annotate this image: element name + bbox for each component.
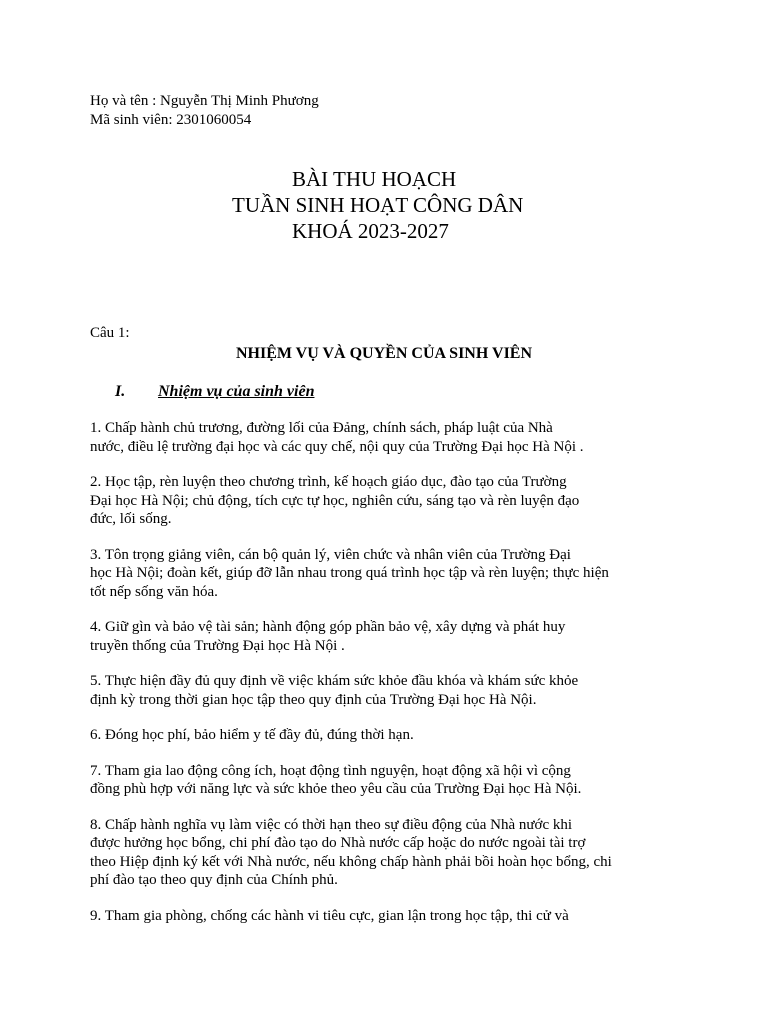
duty-item-line: tốt nếp sống văn hóa. — [90, 583, 218, 600]
duty-item — [90, 816, 620, 890]
document-title — [228, 166, 523, 244]
question-label: Câu 1: — [90, 325, 130, 341]
subheading-number: I. — [115, 383, 126, 400]
section-title: NHIỆM VỤ VÀ QUYỀN CỦA SINH VIÊN — [235, 345, 533, 362]
duty-list — [90, 419, 620, 942]
duty-item-line: 2. Học tập, rèn luyện theo chương trình, kế hoạch giáo dục, đào tạo của Trường — [90, 474, 567, 490]
subheading-text: Nhiệm vụ của sinh viên — [158, 383, 315, 400]
duty-item-line: 5. Thực hiện đầy đủ quy định về việc khám sức khỏe đầu khóa và khám sức khỏe — [90, 673, 579, 689]
duty-item-line: 9. Tham gia phòng, chống các hành vi tiêu cực, gian lận trong học tập, thi cử và — [90, 907, 569, 924]
title-line-3: KHOÁ 2023-2027 — [292, 219, 449, 243]
duty-item-line: đức, lối sống. — [90, 511, 172, 527]
subheading — [115, 381, 314, 403]
title-line-2: TUẦN SINH HOẠT CÔNG DÂN — [232, 193, 524, 217]
duty-item — [90, 473, 620, 529]
duty-item — [90, 546, 620, 602]
duty-item-line: theo Hiệp định ký kết với Nhà nước, nếu không chấp hành phải bồi hoàn học bổng, chi — [90, 853, 612, 870]
duty-item-line: 1. Chấp hành chủ trương, đường lối của Đảng, chính sách, pháp luật của Nhà — [90, 420, 553, 436]
duty-item-line: 7. Tham gia lao động công ích, hoạt động tình nguyện, hoạt động xã hội vì cộng — [90, 762, 571, 779]
duty-item-line: phí đào tạo theo quy định của Chính phủ. — [90, 872, 338, 888]
duty-item — [90, 419, 620, 456]
duty-item — [90, 726, 620, 745]
duty-item-line: nước, điều lệ trường đại học và các quy chế, nội quy của Trường Đại học Hà Nội . — [90, 438, 584, 455]
duty-item-line: 6. Đóng học phí, bảo hiểm y tế đầy đủ, đúng thời hạn. — [90, 727, 414, 743]
duty-item-line: 8. Chấp hành nghĩa vụ làm việc có thời hạn theo sự điều động của Nhà nước khi — [90, 816, 573, 833]
duty-item-line: Đại học Hà Nội; chủ động, tích cực tự học, nghiên cứu, sáng tạo và rèn luyện đạo — [90, 492, 580, 509]
duty-item-line: đồng phù hợp với năng lực và sức khỏe theo yêu cầu của Trường Đại học Hà Nội. — [90, 781, 582, 797]
duty-item-line: 4. Giữ gìn và bảo vệ tài sản; hành động góp phần bảo vệ, xây dựng và phát huy — [90, 619, 566, 635]
duty-item-line: truyền thống của Trường Đại học Hà Nội . — [90, 637, 345, 654]
student-id-line: Mã sinh viên: 2301060054 — [90, 112, 252, 128]
duty-item-line: định kỳ trong thời gian học tập theo quy định của Trường Đại học Hà Nội. — [90, 691, 537, 708]
student-info — [90, 92, 319, 130]
duty-item — [90, 907, 620, 926]
duty-item-line: 3. Tôn trọng giảng viên, cán bộ quản lý, viên chức và nhân viên của Trường Đại — [90, 546, 571, 563]
student-name-line: Họ và tên : Nguyễn Thị Minh Phương — [90, 93, 319, 109]
duty-item — [90, 762, 620, 799]
duty-item — [90, 672, 620, 709]
duty-item — [90, 618, 620, 655]
duty-item-line: được hưởng học bổng, chi phí đào tạo do Nhà nước cấp hoặc do nước ngoài tài trợ — [90, 835, 586, 851]
duty-item-line: học Hà Nội; đoàn kết, giúp đỡ lẫn nhau trong quá trình học tập và rèn luyện; thực hiện — [90, 565, 609, 581]
title-line-1: BÀI THU HOẠCH — [292, 167, 457, 191]
